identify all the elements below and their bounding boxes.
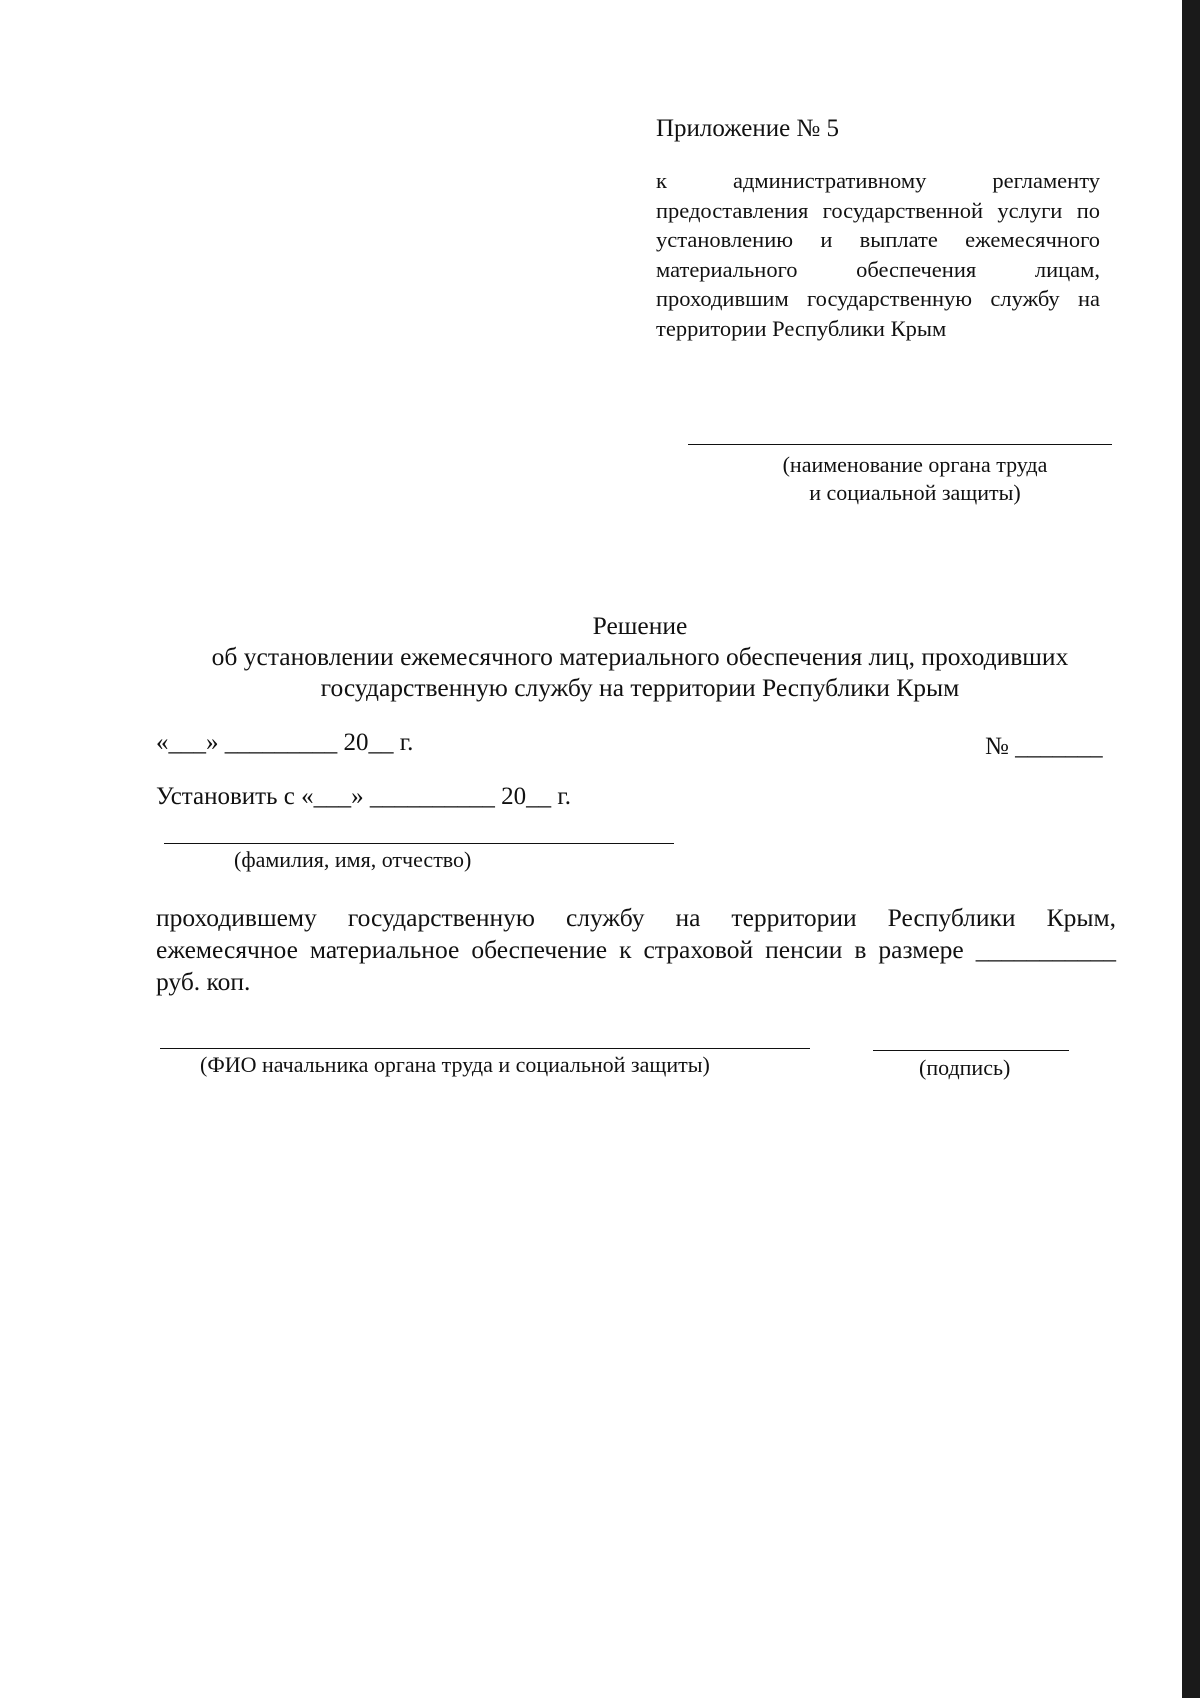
head-name-line <box>160 1048 810 1049</box>
organ-caption <box>700 451 1130 507</box>
fio-caption: (фамилия, имя, отчество) <box>234 847 472 872</box>
decision-title: Решение <box>592 611 688 640</box>
head-name-caption: (ФИО начальника органа труда и социальной защиты) <box>200 1052 710 1077</box>
establish-date-field: Установить с «___» __________ 20__ г. <box>156 783 572 810</box>
decision-subtitle-line-2: государственную службу на территории Республики Крым <box>320 673 960 702</box>
decision-number-field: № _______ <box>985 733 1103 760</box>
organ-caption-line-1: (наименование органа труда <box>782 452 1048 477</box>
scan-page-edge <box>1182 0 1200 1698</box>
appendix-title: Приложение № 5 <box>656 115 840 142</box>
signature-caption: (подпись) <box>919 1055 1011 1080</box>
appendix-text: к административному регламенту предоставления государственной услуги по установлению и выплате ежемесячного материального обеспечения лицам, проходившим государственную службу на территории Республики Крым <box>656 168 1100 341</box>
organ-name-line <box>688 444 1112 445</box>
signature-line <box>873 1050 1069 1051</box>
fio-line <box>164 843 674 844</box>
decision-subtitle-line-1: об установлении ежемесячного материального обеспечения лиц, проходивших <box>211 642 1069 671</box>
organ-caption-line-2: и социальной защиты) <box>809 480 1021 505</box>
decision-heading <box>130 610 1150 703</box>
decision-body-text: проходившему государственную службу на территории Республики Крым, ежемесячное материальное обеспечение к страховой пенсии в размере ___________ руб. коп. <box>156 903 1116 996</box>
decision-date-field: «___» _________ 20__ г. <box>156 729 414 756</box>
